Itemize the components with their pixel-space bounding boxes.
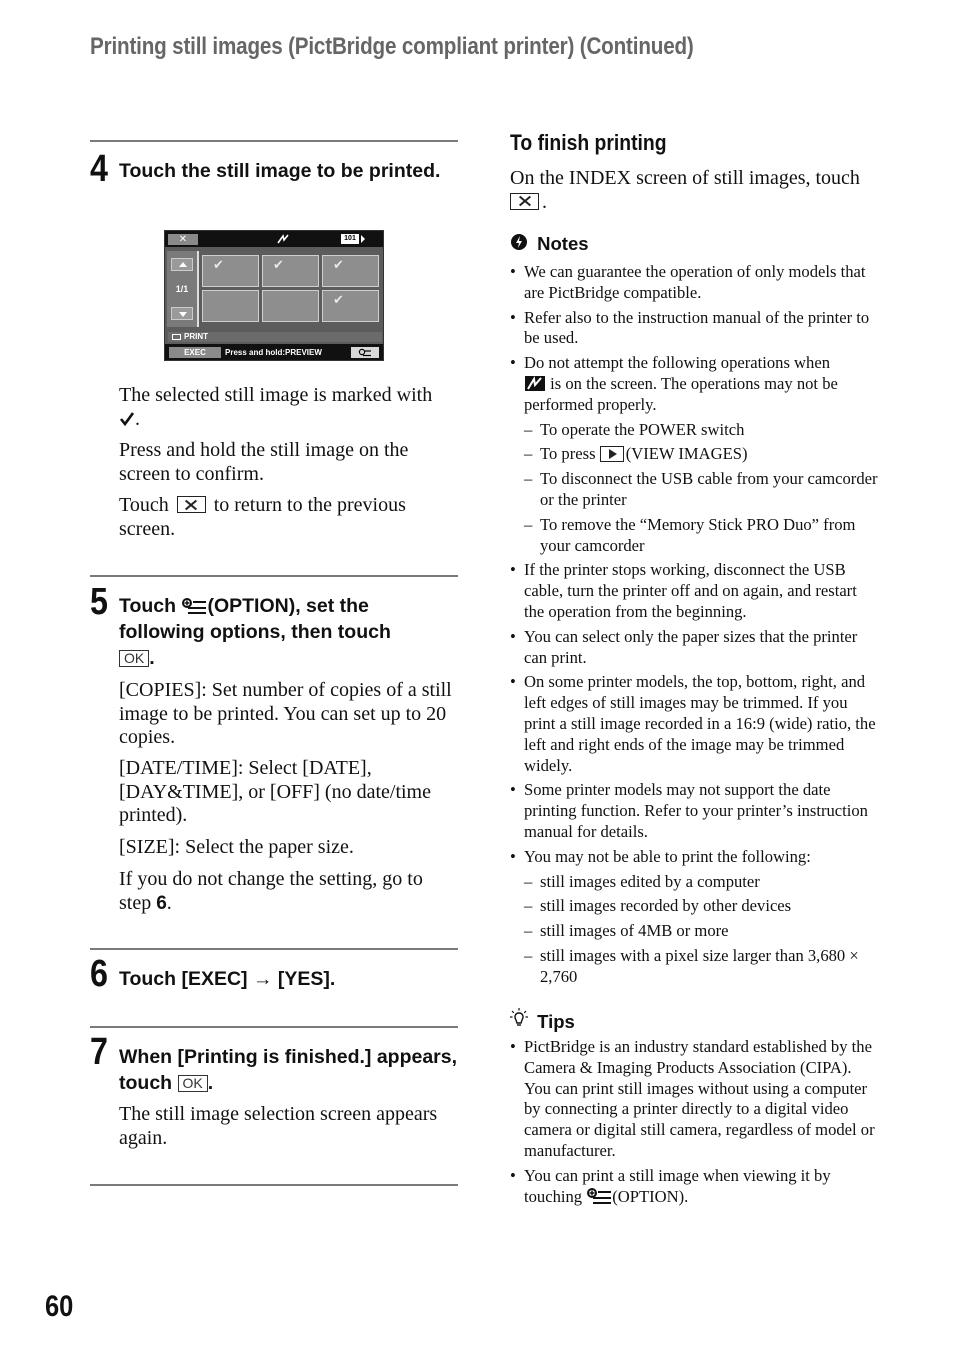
play-icon [600,446,624,462]
bullet: • [510,1165,516,1185]
scroll-up-button[interactable] [171,258,193,271]
divider [90,140,458,142]
text: To remove the “Memory Stick PRO Duo” from your camcorder [540,514,856,555]
dash: – [524,469,533,489]
option-icon [181,597,207,615]
list-item [510,780,878,842]
thumbnail[interactable] [322,290,379,322]
list-item [510,420,878,441]
divider [90,1184,458,1186]
text: PictBridge is an industry standard established by the Camera & Imaging Products Association (CIPA). You can print still images without using a computer by connecting a printer directly to a digital video camera or digital still camera, regardless of model or manufacturer. [524,1037,875,1160]
text: . [149,647,155,669]
list-item [510,672,878,776]
list-item [510,469,878,511]
step-heading [119,1044,459,1096]
divider [90,575,458,577]
bullet: • [510,846,516,866]
dash: – [524,514,533,534]
list-item [510,627,878,669]
text: When [Printing is finished.] appears, touch [119,1046,458,1094]
text: Notes [537,233,589,254]
exec-button[interactable]: EXEC [169,347,221,358]
tips-list [510,1037,878,1211]
paragraph: [COPIES]: Set number of copies of a still image to be printed. You can set up to 20 copies. [119,679,452,748]
text: still images of 4MB or more [540,921,729,941]
pictbridge-icon [277,234,289,244]
tips-bulb-icon [510,1008,532,1030]
option-button[interactable] [351,347,379,358]
text: To disconnect the USB cable from your camcorder or the printer [540,469,878,509]
bullet: • [510,780,516,800]
paragraph: Press and hold the still image on the screen to confirm. [119,439,409,485]
scroll-down-button[interactable] [171,307,193,320]
print-bar [168,332,382,342]
ok-icon: OK [119,650,149,667]
option-icon [586,1187,612,1205]
step-number: 6 [90,953,108,995]
section-heading: To finish printing [510,130,667,155]
dash: – [524,921,533,941]
list-item [510,1166,878,1208]
step-heading [119,593,459,671]
scrollbar[interactable] [197,251,199,327]
text: To operate the POWER switch [540,419,745,439]
bullet: • [510,626,516,646]
text: We can guarantee the operation of only models that are PictBridge compatible. [524,262,866,302]
list-item [510,921,878,942]
text: still images recorded by other devices [540,896,792,916]
text: Touch [119,494,169,516]
dash: – [524,945,533,965]
ok-icon: OK [178,1075,208,1092]
pictbridge-icon [524,375,546,392]
text: . [166,891,172,914]
list-item [510,847,878,868]
folder-badge: 101 [341,234,359,244]
text: Refer also to the instruction manual of the printer to be used. [524,307,870,348]
text: If you do not change the setting, go to step [119,868,423,914]
dash: – [524,444,533,464]
paragraph [119,384,459,431]
camera-screen [164,230,384,361]
bullet: • [510,353,516,373]
text: You may not be able to print the following: [524,846,811,866]
thumbnail[interactable] [262,290,319,322]
page-title: Printing still images (PictBridge compliant printer) (Continued) [90,33,694,60]
dash: – [524,896,533,916]
text: (OPTION), set the following options, then touch [119,595,391,643]
page-indicator: 1/1 [175,284,189,294]
scroll-panel [167,251,197,327]
checkmark-icon: ✔ [273,257,284,272]
preview-hint: Press and hold:PREVIEW [225,348,322,357]
list-item [510,560,878,622]
close-button[interactable]: ✕ [168,234,198,245]
text: (VIEW IMAGES) [625,444,748,464]
triangle-up-icon [179,262,187,267]
text: . [135,407,140,430]
divider [90,948,458,950]
text: still images with a pixel size larger than 3,680 × 2,760 [540,945,859,986]
list-item [510,515,878,557]
bullet: • [510,1037,516,1056]
text: . [207,1072,214,1094]
text: still images edited by a computer [540,871,760,891]
checkmark-icon: ✔ [333,257,344,272]
text: You can select only the paper sizes that the printer can print. [524,626,858,667]
thumbnail[interactable] [322,255,379,287]
paragraph: [DATE/TIME]: Select [DATE], [DAY&TIME], or [OFF] (no date/time printed). [119,757,431,826]
arrow-right-icon [361,235,365,243]
text: On the INDEX screen of still images, touch [510,167,860,189]
thumbnail[interactable] [262,255,319,287]
paragraph: [SIZE]: Select the paper size. [119,836,354,858]
list-item [510,353,878,415]
screen-bottom-bar [165,344,383,360]
list-item [510,444,878,465]
notes-icon [510,232,532,252]
text: On some printer models, the top, bottom, right, and left edges of still images may be trimmed. If you print a still image recorded in a 16:9 (wide) ratio, the left and right ends of the image may be trimmed widely. [524,672,876,775]
option-icon [358,348,372,357]
divider [90,1026,458,1028]
thumbnail[interactable] [202,290,259,322]
checkmark-icon: ✔ [333,292,344,307]
step-number: 7 [90,1031,108,1073]
step-heading: Touch [EXEC] → [YES]. [119,968,336,990]
step-number: 5 [90,581,108,623]
list-item [510,1037,878,1162]
screen-top-bar [165,231,383,247]
close-x-icon [177,496,206,513]
bullet: • [510,307,516,327]
text: You can print a still image when viewing it by touching [524,1165,831,1206]
paragraph [119,868,459,915]
paragraph: The still image selection screen appears again. [119,1103,438,1149]
paragraph [119,494,459,541]
step-heading: Touch the still image to be printed. [119,160,441,182]
list-item [510,262,878,304]
text: Some printer models may not support the date printing function. Refer to your printer’s instruction manual for details. [524,780,868,841]
bullet: • [510,672,516,692]
text: Do not attempt the following operations when [524,353,831,373]
bullet: • [510,560,516,580]
text: If the printer stops working, disconnect the USB cable, turn the printer off and on again, and restart the operation from the beginning. [524,560,857,621]
list-item [510,308,878,350]
text: (OPTION). [612,1186,689,1206]
step-ref: 6 [156,892,167,914]
print-label: PRINT [184,332,208,341]
text: Tips [537,1011,575,1032]
dash: – [524,871,533,891]
checkmark-icon: ✔ [213,257,224,272]
list-item [510,896,878,917]
paragraph [510,167,880,214]
text: is on the screen. The operations may not be performed properly. [524,373,838,414]
list-item [510,872,878,893]
list-item [510,946,878,988]
text: to return to the previous screen. [119,494,406,540]
tips-heading [510,1008,575,1033]
checkmark-icon [119,411,135,427]
page-number: 60 [45,1290,74,1323]
text: The selected still image is marked with [119,384,433,406]
thumbnail[interactable] [202,255,259,287]
print-icon [172,334,181,340]
notes-heading [510,232,589,255]
notes-list [510,262,878,992]
text: Touch [119,595,177,617]
text: . [542,190,547,213]
triangle-down-icon [179,312,187,317]
text: To press [540,444,596,464]
bullet: • [510,262,516,281]
close-x-icon [510,193,539,210]
dash: – [524,419,533,439]
step-number: 4 [90,148,108,190]
